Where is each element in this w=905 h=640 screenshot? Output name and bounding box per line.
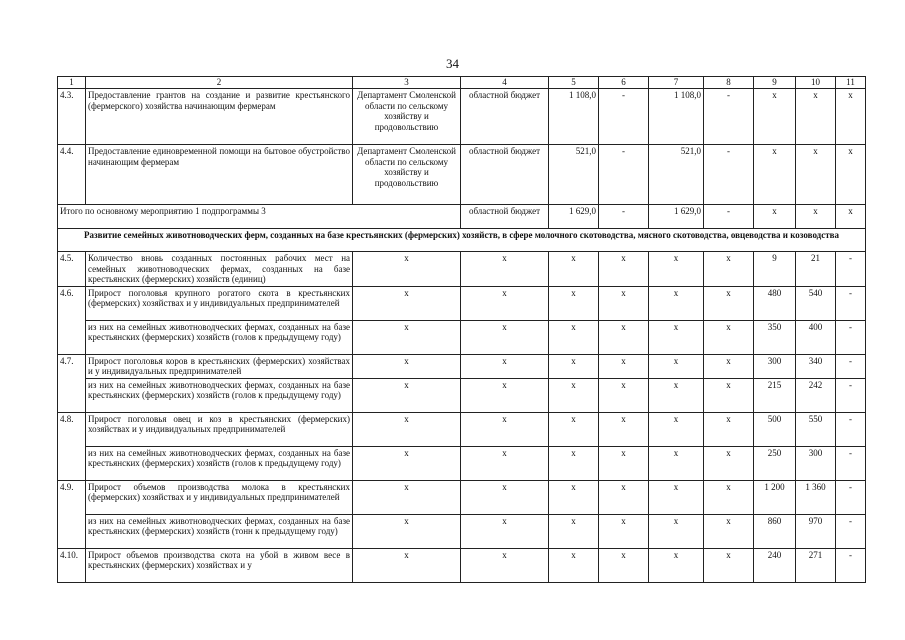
value-col5: x (549, 320, 599, 354)
value-col10: x (796, 89, 836, 145)
section-title: Развитие семейных животноводческих ферм, созданных на базе крестьянских (фермерских) хозяйств, в сфере молочного скотоводства, мясного скотоводства, овцеводства и козоводства (58, 229, 866, 252)
col-header-9: 9 (754, 77, 796, 89)
indicator-name: Прирост поголовья коров в крестьянских (фермерских) хозяйствах и у индивидуальных предпринимателей (86, 354, 353, 378)
value-col4: x (461, 252, 549, 287)
value-col6: x (599, 514, 649, 548)
value-col6: x (599, 412, 649, 446)
col-header-5: 5 (549, 77, 599, 89)
value-col8: x (704, 286, 754, 320)
col-header-7: 7 (649, 77, 704, 89)
col-header-2: 2 (86, 77, 353, 89)
value-col11: - (836, 548, 866, 582)
value-col5: x (549, 548, 599, 582)
column-number-row (58, 77, 866, 89)
indicator-name: Прирост поголовья овец и коз в крестьянских (фермерских) хозяйствах и у индивидуальных предпринимателей (86, 412, 353, 446)
value-col10: 550 (796, 412, 836, 446)
executor: Департамент Смоленской области по сельскому хозяйству и продовольствию (353, 89, 461, 145)
row-number: 4.6. (58, 286, 86, 354)
value-col3: x (353, 480, 461, 514)
value-col11: - (836, 412, 866, 446)
value-col8: x (704, 480, 754, 514)
value-col6: x (599, 446, 649, 480)
value-col4: x (461, 320, 549, 354)
indicator-name: Прирост объемов производства молока в крестьянских (фермерских) хозяйствах и у индивидуальных предпринимателей (86, 480, 353, 514)
table-row (58, 412, 866, 446)
table-row (58, 145, 866, 205)
col-header-6: 6 (599, 77, 649, 89)
value-regional: 1 629,0 (649, 205, 704, 229)
value-col3: x (353, 354, 461, 378)
value-col8: x (704, 252, 754, 287)
value-other: - (704, 205, 754, 229)
indicator-subname: из них на семейных животноводческих фермах, созданных на базе крестьянских (фермерских) хозяйств (голов к предыдущему году) (86, 446, 353, 480)
value-col3: x (353, 548, 461, 582)
value-col10: 400 (796, 320, 836, 354)
table-row (58, 252, 866, 287)
value-total: 1 108,0 (549, 89, 599, 145)
value-col7: x (649, 286, 704, 320)
col-header-8: 8 (704, 77, 754, 89)
col-header-11: 11 (836, 77, 866, 89)
value-total: 521,0 (549, 145, 599, 205)
value-col9: x (754, 89, 796, 145)
value-col11: x (836, 145, 866, 205)
value-col3: x (353, 252, 461, 287)
value-col10: 540 (796, 286, 836, 320)
row-number: 4.5. (58, 252, 86, 287)
value-col7: x (649, 354, 704, 378)
value-col11: - (836, 252, 866, 287)
value-col7: x (649, 412, 704, 446)
value-col8: x (704, 378, 754, 412)
value-col6: x (599, 252, 649, 287)
value-col10: 242 (796, 378, 836, 412)
value-col4: x (461, 548, 549, 582)
table-row (58, 480, 866, 514)
value-col10: 271 (796, 548, 836, 582)
value-col7: x (649, 480, 704, 514)
value-col7: x (649, 548, 704, 582)
page-number: 34 (446, 56, 459, 71)
value-col7: x (649, 252, 704, 287)
value-col4: x (461, 354, 549, 378)
indicator-subname: из них на семейных животноводческих фермах, созданных на базе крестьянских (фермерских) хозяйств (тонн к предыдущему году) (86, 514, 353, 548)
indicator-name: Количество вновь созданных постоянных рабочих мест на семейных животноводческих фермах, созданных на базе крестьянских (фермерских) хозяйств (единиц) (86, 252, 353, 287)
value-col5: x (549, 446, 599, 480)
funding-source: областной бюджет (461, 89, 549, 145)
row-number: 4.3. (58, 89, 86, 145)
value-other: - (704, 89, 754, 145)
value-col8: x (704, 320, 754, 354)
value-col11: - (836, 320, 866, 354)
indicator-subname: из них на семейных животноводческих фермах, созданных на базе крестьянских (фермерских) хозяйств (голов к предыдущему году) (86, 320, 353, 354)
value-col7: x (649, 320, 704, 354)
value-col4: x (461, 378, 549, 412)
value-col9: 250 (754, 446, 796, 480)
table-row (58, 89, 866, 145)
value-col9: 240 (754, 548, 796, 582)
value-col11: - (836, 446, 866, 480)
value-col8: x (704, 354, 754, 378)
value-col6: x (599, 378, 649, 412)
value-col3: x (353, 378, 461, 412)
value-col4: x (461, 412, 549, 446)
value-col11: - (836, 480, 866, 514)
table-subrow (58, 320, 866, 354)
indicator-name: Прирост поголовья крупного рогатого скота в крестьянских (фермерских) хозяйствах и у индивидуальных предпринимателей (86, 286, 353, 320)
value-federal: - (599, 145, 649, 205)
value-col10: 21 (796, 252, 836, 287)
row-number: 4.10. (58, 548, 86, 582)
value-col9: x (754, 205, 796, 229)
value-col4: x (461, 286, 549, 320)
value-col7: x (649, 378, 704, 412)
indicator-subname: из них на семейных животноводческих фермах, созданных на базе крестьянских (фермерских) хозяйств (голов к предыдущему году) (86, 378, 353, 412)
total-row (58, 205, 866, 229)
value-col3: x (353, 412, 461, 446)
value-col10: x (796, 145, 836, 205)
table-row (58, 548, 866, 582)
value-col9: x (754, 145, 796, 205)
value-col3: x (353, 286, 461, 320)
value-col5: x (549, 514, 599, 548)
value-col9: 300 (754, 354, 796, 378)
col-header-1: 1 (58, 77, 86, 89)
program-table (57, 76, 866, 583)
indicator-name: Прирост объемов производства скота на убой в живом весе в крестьянских (фермерских) хозяйствах и у (86, 548, 353, 582)
value-col8: x (704, 446, 754, 480)
value-col5: x (549, 252, 599, 287)
row-number: 4.7. (58, 354, 86, 412)
value-col11: - (836, 514, 866, 548)
value-col6: x (599, 480, 649, 514)
value-col6: x (599, 286, 649, 320)
value-col3: x (353, 446, 461, 480)
value-col11: - (836, 286, 866, 320)
value-col10: 340 (796, 354, 836, 378)
row-number: 4.8. (58, 412, 86, 480)
table-row (58, 354, 866, 378)
value-col4: x (461, 514, 549, 548)
value-other: - (704, 145, 754, 205)
value-col6: x (599, 320, 649, 354)
value-col6: x (599, 548, 649, 582)
value-col10: 300 (796, 446, 836, 480)
value-col10: 970 (796, 514, 836, 548)
funding-source: областной бюджет (461, 145, 549, 205)
value-col5: x (549, 378, 599, 412)
value-total: 1 629,0 (549, 205, 599, 229)
value-col9: 1 200 (754, 480, 796, 514)
value-col8: x (704, 548, 754, 582)
value-col5: x (549, 480, 599, 514)
value-col9: 9 (754, 252, 796, 287)
value-col5: x (549, 354, 599, 378)
value-col10: 1 360 (796, 480, 836, 514)
value-regional: 521,0 (649, 145, 704, 205)
value-regional: 1 108,0 (649, 89, 704, 145)
value-col4: x (461, 446, 549, 480)
value-col10: x (796, 205, 836, 229)
value-federal: - (599, 89, 649, 145)
value-col9: 500 (754, 412, 796, 446)
funding-source: областной бюджет (461, 205, 549, 229)
row-number: 4.9. (58, 480, 86, 548)
measure-name: Предоставление единовременной помощи на бытовое обустройство начинающим фермерам (86, 145, 353, 205)
value-col3: x (353, 320, 461, 354)
value-col11: - (836, 354, 866, 378)
value-col6: x (599, 354, 649, 378)
value-col5: x (549, 286, 599, 320)
value-col4: x (461, 480, 549, 514)
value-federal: - (599, 205, 649, 229)
table-subrow (58, 514, 866, 548)
section-row (58, 229, 866, 252)
value-col7: x (649, 446, 704, 480)
value-col9: 350 (754, 320, 796, 354)
col-header-10: 10 (796, 77, 836, 89)
table-subrow (58, 378, 866, 412)
value-col7: x (649, 514, 704, 548)
value-col11: x (836, 205, 866, 229)
table-subrow (58, 446, 866, 480)
measure-name: Предоставление грантов на создание и развитие крестьянского (фермерского) хозяйства начинающим фермерам (86, 89, 353, 145)
value-col11: - (836, 378, 866, 412)
value-col9: 860 (754, 514, 796, 548)
total-label: Итого по основному мероприятию 1 подпрограммы 3 (58, 205, 461, 229)
value-col9: 480 (754, 286, 796, 320)
value-col8: x (704, 412, 754, 446)
table-row (58, 286, 866, 320)
value-col3: x (353, 514, 461, 548)
value-col9: 215 (754, 378, 796, 412)
value-col11: x (836, 89, 866, 145)
row-number: 4.4. (58, 145, 86, 205)
col-header-3: 3 (353, 77, 461, 89)
value-col8: x (704, 514, 754, 548)
value-col5: x (549, 412, 599, 446)
executor: Департамент Смоленской области по сельскому хозяйству и продовольствию (353, 145, 461, 205)
col-header-4: 4 (461, 77, 549, 89)
